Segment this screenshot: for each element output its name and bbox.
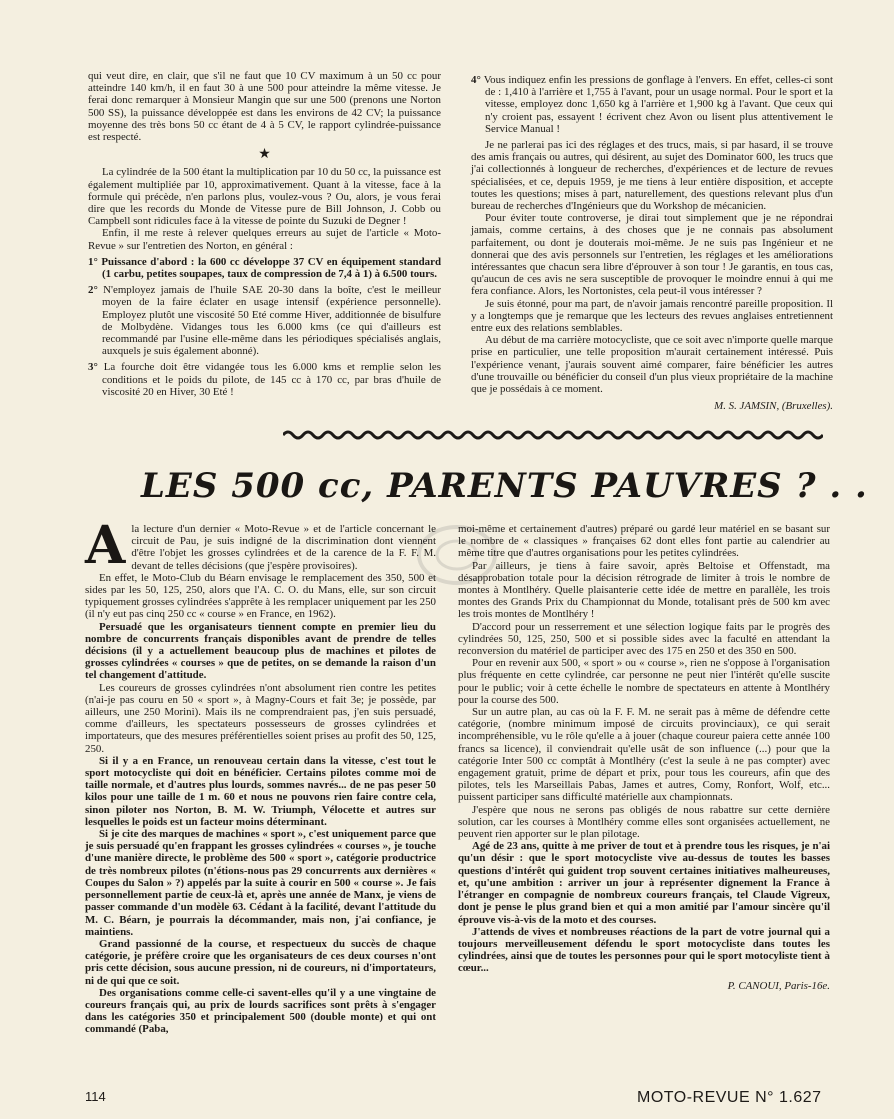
paragraph: Grand passionné de la course, et respectueux du succès de chaque catégorie, je préfère croire que les organisateurs de ces deux courses n'ont pris cette décision, sous aucune pression, ni de coureurs, ni d'importateurs, ni de qui que ce soit. <box>85 937 436 987</box>
paragraph: J'attends de vives et nombreuses réactions de la part de votre journal qui a toujours merveilleusement défendu le sport motocycliste dans toutes les cylindrées, ainsi que de toutes les personnes pour qui le sport motocyliste tient à cœur... <box>458 925 830 975</box>
page-number: 114 <box>85 1089 106 1104</box>
paragraph: Je suis étonné, pour ma part, de n'avoir jamais rencontré pareille proposition. Il y a longtemps que je remarque que les lecteurs des revues anglaises entretiennent entre eux des relations semblables. <box>471 297 833 335</box>
paragraph: Si il y a en France, un renouveau certain dans la vitesse, c'est tout le sport motocycliste qui doit en bénéficier. Certains pilotes comme moi de taille normale, et d'autres plus lourds, sommes navrés... de ne pas peser 50 kilos pour une taille de 1 m. 60 et nous ne pouvons rien faire contre cela, sinon piloter nos Norton, B. M. W. Triumph, Vélocette et autres sur lesquelles le poids est un facteur moins déterminant. <box>85 754 436 828</box>
magazine-name: MOTO-REVUE <box>637 1089 751 1106</box>
paragraph: Pour en revenir aux 500, « sport » ou « course », rien ne s'oppose à l'organisation plus fréquente en cette cylindrée, car personne ne peut nier l'intérêt qu'elle suscite pour le public; voir à cette échelle le nombre de spectateurs en attente à Montlhéry pour la course des 500. <box>458 657 830 706</box>
letter-column-top-right <box>471 70 833 412</box>
paragraph: J'espère que nous ne serons pas obligés de nous rabattre sur cette dernière solution, car les courses à Montlhéry comme elles sont organisées actuellement, ne peuvent rien apporter sur le plan pilotage. <box>458 803 830 841</box>
paragraph: Si je cite des marques de machines « sport », c'est uniquement parce que je suis persuadé qu'en frappant les grosses cylindrées « courses », je touche d'une manière directe, le problème des 500 « sport », catégorie productrice de très nombreux pilotes (n'étions-nous pas 29 concurrents aux dernières « Coupes du Salon » ?) appelés par la suite à courir en 500 « course ». Je fais personnellement partie de ceux-là et, après une année de Manx, je viens de passer commande d'un modèle 63. Cédant à la facilité, devant l'attitude du M. C. Béarn, je pourrais la décommander, mais non, j'ai confiance, je maintiens. <box>85 828 436 938</box>
star-separator-icon: ★ <box>258 147 271 163</box>
paragraph: La cylindrée de la 500 étant la multiplication par 10 du 50 cc, la puissance est également multipliée par 10, approximativement. Quant à la vitesse, face à la formule qui précède, n'en parlons plus, voulez-vous ? Ou, alors, je vous ferai dire que les records du Monde de Vitesse pure de Bill Johnson, J. Cobb ou Campbell sont ridicules face à la vitesse de pointe du Suzuki de Degner ! <box>88 166 441 228</box>
paragraph: Les coureurs de grosses cylindrées n'ont absolument rien contre les petites (n'ai-je pas couru en 50 « sport », à Magny-Cours et fait 3e; je possède, par ailleurs, une 250 Morini). Mais ils ne comprendraient pas, j'en suis persuadé, comme d'ailleurs, les spectateurs possesseurs de grosses cylindrées et importateurs, que des mesures préférentielles soient prises au profit des 50, 125, 250. <box>85 681 436 755</box>
list-item: 4° Vous indiquez enfin les pressions de gonflage à l'envers. En effet, celles-ci sont de : 1,410 à l'arrière et 1,755 à l'avant, pour un usage normal. Pour le sport et la vitesse, employez donc 1,650 kg à l'arrière et 1,900 kg à l'avant. Que ceux qui n'y croient pas, essayent ! écrivent chez Avon ou lisent plus attentivement le Service Manual ! <box>471 74 833 135</box>
paragraph: Par ailleurs, je tiens à faire savoir, après Beltoise et Offenstadt, ma désapprobation totale pour la décision rétrograde de limiter à trois le nombre de montes à Montlhéry. Quelle plaisanterie cette idée de mettre en parallèle, les trois montes des Grands Prix du Championnat du Monde, totalisant près de 500 km avec les trois montes de Montlhéry ! <box>458 559 830 621</box>
article-headline: LES 500 cc, PARENTS PAUVRES ? . . <box>141 466 868 506</box>
drop-cap: A <box>85 515 126 576</box>
paragraph: Au début de ma carrière motocycliste, que ce soit avec n'importe quelle marque prise en particulier, une telle proposition m'aurait certainement intéressé. Puis l'expérience venant, j'aurais souvent aimé comparer, faire bénéficier les autres d'une trouvaille ou bénéficier du conseil d'un plus vieux propriétaire de la machine que je possédais à ce moment. <box>471 334 833 396</box>
list-item: 3° La fourche doit être vidangée tous les 6.000 kms et remplie selon les conditions et le poids du pilote, de 145 cc à 170 cc, par bras d'huile de viscosité 20 en Hiver, 30 Eté ! <box>88 361 441 398</box>
issue-number: N° 1.627 <box>755 1089 822 1106</box>
paragraph: Enfin, il me reste à relever quelques erreurs au sujet de l'article « Moto-Revue » sur l'entretien des Norton, en général : <box>88 227 441 252</box>
paragraph: Agé de 23 ans, quitte à me priver de tout et à prendre tous les risques, je n'ai qu'un désir : que le sport motocycliste vive au-dessus de toutes les basses questions d'intérêt qui guident trop souvent certaines initiatives malheureuses, et, qu'une ambition : arriver un jour à représenter dignement la France à l'étranger en compagnie de nombreux coureurs français, tel Claude Vigreux, dont je pense le plus grand bien et qui a mon amitié par l'amour sincère qu'il éprouve vis-à-vis de la moto et des courses. <box>458 840 830 926</box>
list-item: 1° Puissance d'abord : la 600 cc développe 37 CV en équipement standard (1 carbu, petites soupapes, taux de compression de 7,4 à 1) à 6.500 tours. <box>88 255 441 281</box>
article-column-left <box>85 515 436 1036</box>
paragraph: Sur un autre plan, au cas où la F. F. M. ne serait pas à même de défendre cette catégorie, (nombre minimum imposé de circuits provinciaux), ce qui serait incompréhensible, vu le rôle qu'elle a à jouer (chaque coureur paiera cette année 100 francs sa licence), il conviendrait qu'elle usât de son influence (...) pour que la catégorie Inter 500 cc comptât à Montlhéry (c'est la seule à ne pas compter) avec engagement gratuit, prime de départ et prix, pour tous les coureurs, afin que des pilotes, tels les Marseillais Pabas, James et autres, Comy, Ronfort, Wolf, etc... puissent participer sans difficulté matérielle aux championnats. <box>458 706 830 804</box>
paragraph: qui veut dire, en clair, que s'il ne faut que 10 CV maximum à un 50 cc pour atteindre 140 km/h, il en faut 30 à une 500 pour atteindre la même vitesse. Je ferai donc remarquer à Monsieur Mangin que sur une 500 (prenons une Norton 500 SS), la puissance développée est dans les environs de 42 CV; la puissance moyenne des très bons 50 cc étant de 4 à 5 CV, le rapport cylindrée-puissance est respecté. <box>88 70 441 144</box>
list-item: 2° N'employez jamais de l'huile SAE 20-30 dans la boîte, c'est le meilleur moyen de la faire éclater en usage intensif (expérience personnelle). Employez plutôt une viscosité 50 Eté comme Hiver, additionnée de bisulfure de Molbydène. Vidanges tous les 6.000 kms (ce qui d'ailleurs est recommandé par l'usine elle-même dans les périodiques spécialisés anglais, auxquels je suis également abonné). <box>88 284 441 358</box>
article-column-right <box>458 523 830 992</box>
letter-signature: M. S. JAMSIN, (Bruxelles). <box>714 400 833 413</box>
paragraph: Des organisations comme celle-ci savent-elles qu'il y a une vingtaine de coureurs français qui, au prix de lourds sacrifices sont prêts à s'engager dans les catégories 350 et principalement 500 (double monte) et qui ont commandé (Paba, <box>85 986 436 1036</box>
magazine-issue-label <box>637 1089 822 1107</box>
paragraph: Je ne parlerai pas ici des réglages et des trucs, mais, si par hasard, il se trouve des amis français ou autres, qui désirent, au sujet des Dominator 600, les trucs que j'ai collectionnés à longueur de recherches, d'expériences et de lecture de revues spécialisées, et ce, depuis 1959, je me tiens à leur entière disposition, et accepte toutes les questions; mises à part, naturellement, des questions relevant plus d'un bureau de recherches d'Ingénieurs que du Workshop de mécanicien. <box>471 139 833 213</box>
wavy-divider <box>283 428 823 442</box>
paragraph: moi-même et certainement d'autres) préparé ou gardé leur matériel en se basant sur le nombre de « classiques » françaises 62 dont elles font partie au calendrier au même titre que d'autres organisations pour les petites cylindrées. <box>458 523 830 560</box>
article-signature: P. CANOUI, Paris-16e. <box>727 979 830 992</box>
paragraph: Ala lecture d'un dernier « Moto-Revue » et de l'article concernant le circuit de Pau, je suis indigné de la discrimination dont viennent d'être l'objet les grosses cylindrées et de la carence de la F. F. M. devant de telles décisions (que j'espère provisoires). <box>85 515 436 576</box>
paragraph: D'accord pour un resserrement et une sélection logique faits par le progrès des cylindrées 50, 125, 250, 500 et si possible sides avec la faculté en attendant la reconversion du matériel de participer avec des 175 en 250 et des 350 en 500. <box>458 620 830 658</box>
paragraph: En effet, le Moto-Club du Béarn envisage le remplacement des 350, 500 et sides par les 50, 125, 250, alors que l'A. C. O. du Mans, elle, sur son circuit typiquement grosses cylindrées s'apprête à les remplacer uniquement par les 250 (il n'y eut pas cinq 250 cc « course » en France, en 1962). <box>85 571 436 621</box>
paragraph: Persuadé que les organisateurs tiennent compte en premier lieu du nombre de concurrents français disponibles avant de prendre de telles décisions (il y a actuellement beaucoup plus de machines et pilotes de grosses cylindrées « courses » que de petites, on se demande la raison d'un tel changement d'attitude. <box>85 620 436 682</box>
letter-column-top-left <box>88 70 441 402</box>
paragraph: Pour éviter toute controverse, je dirai tout simplement que je ne répondrai jamais, comme certains, à des choses que je ne connais pas absolument parfaitement, ou dont je douterais moi-même. Je ne suis pas Ingénieur et ne donnerai que des avis personnels sur l'entretien, les réglages et les améliorations intéressantes que chacun sera libre d'éprouver à son tour ! Je garantis, en tous cas, qu'aucun de ces avis ne sera susceptible de provoquer le moindre ennui à qui me fera confiance. Alors, les Nortonistes, cela peut-il vous intéresser ? <box>471 212 833 298</box>
